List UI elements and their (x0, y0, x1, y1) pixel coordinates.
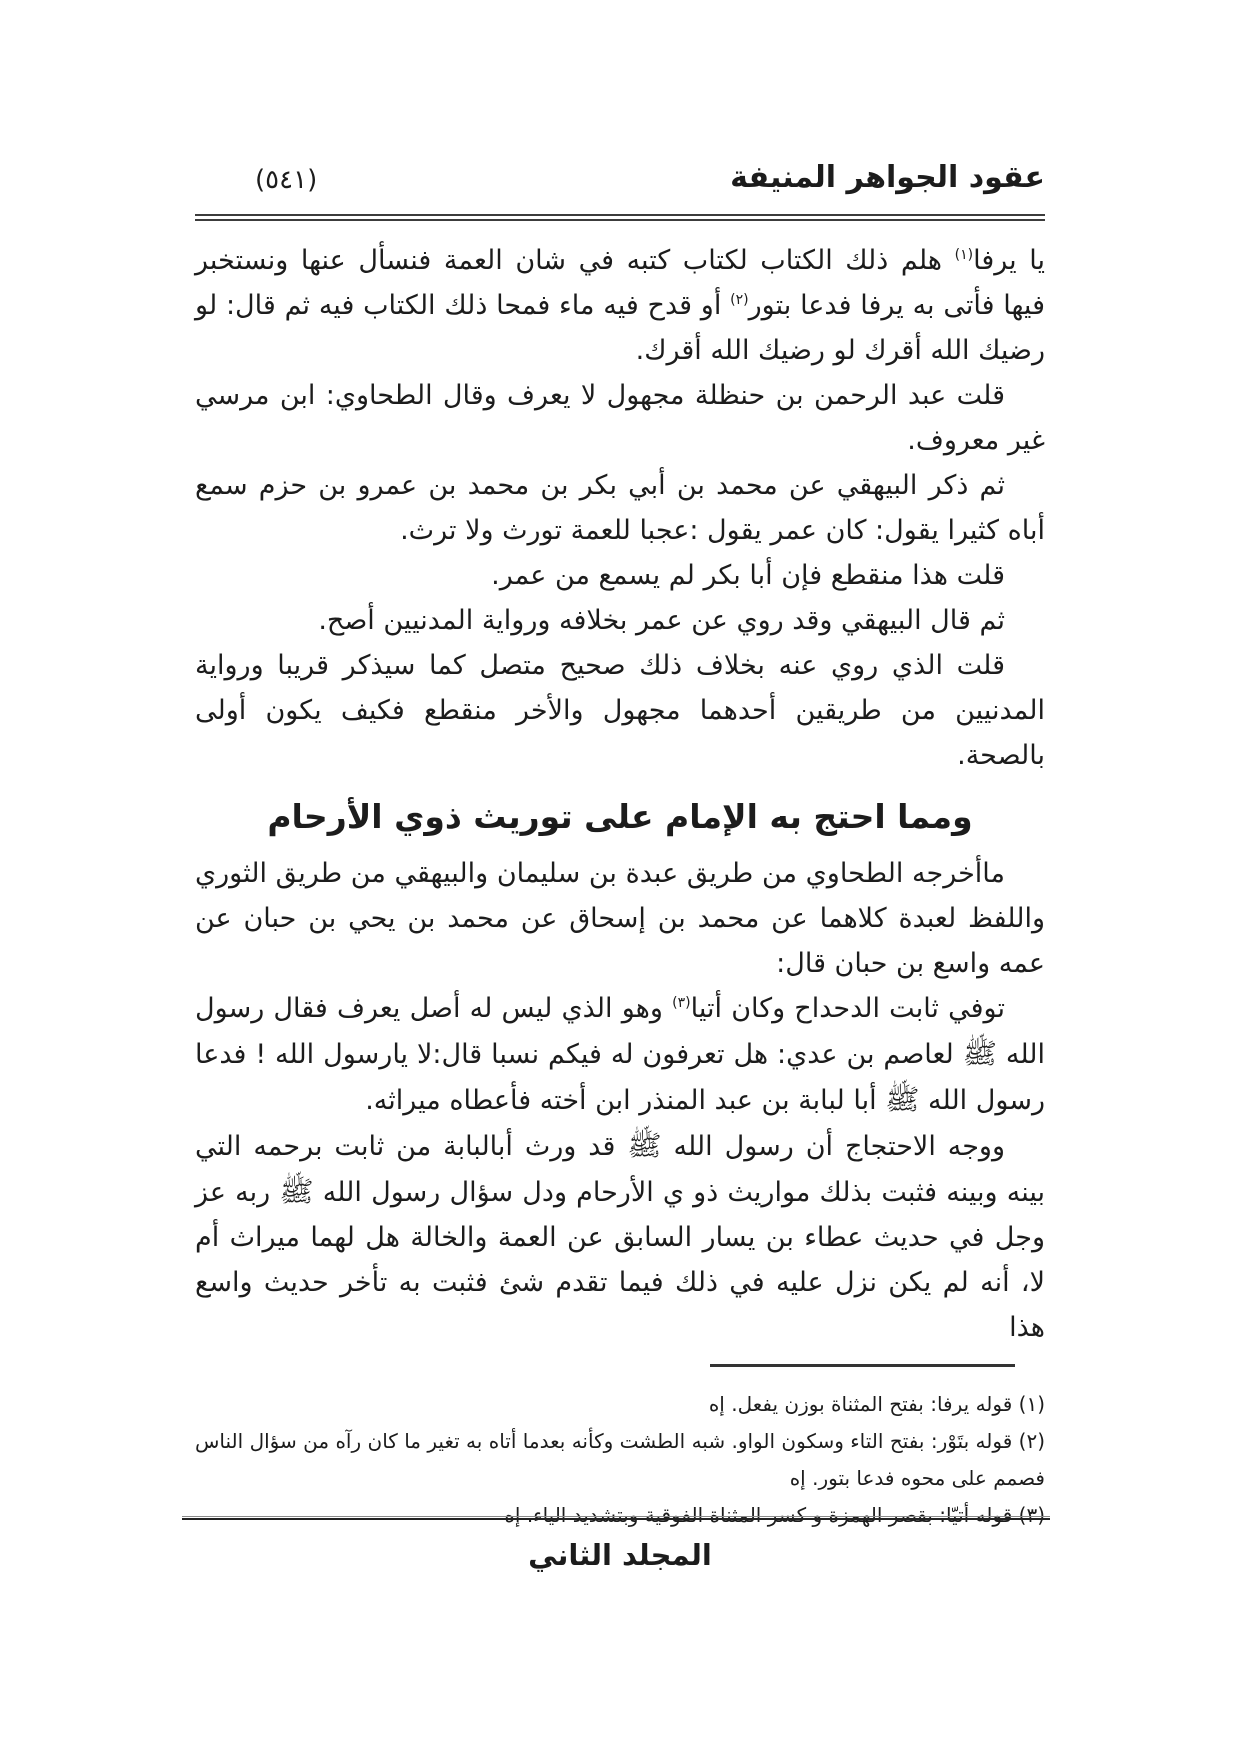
sallallahu-alayhi-wasallam-symbol: ﷺ (885, 1083, 920, 1116)
paragraph (195, 986, 1045, 1123)
paragraph (195, 643, 1045, 778)
paragraph (195, 851, 1045, 986)
footnote-marker: (٣) (672, 995, 691, 1011)
footnote-separator (710, 1364, 1015, 1367)
text-run: وهو الذي ليس له أصل يعرف فقال رسول الله (195, 993, 1045, 1070)
text-run: قلت هذا منقطع فإن أبا بكر لم يسمع من عمر. (491, 560, 1005, 591)
paragraph (195, 463, 1045, 553)
text-run: توفي ثابت الدحداح وكان أتيا (690, 993, 1005, 1024)
book-title: عقود الجواهر المنيفة (730, 160, 1045, 195)
text-run: قلت عبد الرحمن بن حنظلة مجهول لا يعرف وقال الطحاوي: ابن مرسي غير معروف. (195, 380, 1045, 456)
section-heading: ومما احتج به الإمام على توريث ذوي الأرحام (267, 797, 973, 836)
text-run: قلت الذي روي عنه بخلاف ذلك صحيح متصل كما سيذكر قريبا ورواية المدنيين من طريقين أحدهما مجهول والأخر منقطع فكيف يكون أولى بالصحة. (195, 650, 1045, 771)
paragraph (195, 373, 1045, 463)
paragraph (195, 238, 1045, 373)
text-run: ثم قال البيهقي وقد روي عن عمر بخلافه ورواية المدنيين أصح. (318, 605, 1005, 636)
body-text (195, 238, 1045, 1350)
text-run: ربه عز وجل في حديث عطاء بن يسار السابق عن العمة والخالة هل لهما ميراث أم لا، أنه لم يكن نزل عليه في ذلك فيما تقدم شئ فثبت به تأخر حديث واسع هذا (195, 1177, 1045, 1343)
text-run: لعاصم بن عدي: هل تعرفون له فيكم نسبا قال:لا يارسول الله ! فدعا رسول الله (195, 1039, 1045, 1116)
text-run: هلم ذلك الكتاب لكتاب كتبه في شان العمة فنسأل عنها ونستخبر فيها فأتى به يرفا فدعا بتور (195, 245, 1045, 321)
text-run: أبا لبابة بن عبد المنذر ابن أخته فأعطاه ميراثه. (365, 1085, 886, 1116)
header-rule (195, 214, 1045, 221)
text-run: ووجه الاحتجاج أن رسول الله (661, 1131, 1005, 1162)
sallallahu-alayhi-wasallam-symbol: ﷺ (627, 1129, 662, 1162)
footnote: (٣) قوله أتيّا: بقصر الهمزة و كسر المثناة الفوقية وبتشديد الياء. إه (504, 1503, 1045, 1527)
footnote: (١) قوله يرفا: بفتح المثناة بوزن يفعل. إه (708, 1392, 1045, 1416)
page-number: (٥٤١) (255, 165, 318, 195)
paragraph (195, 598, 1045, 643)
text-run: قد ورث أبالبابة من ثابت برحمه التي بينه وبينه فثبت بذلك مواريث ذو ي الأرحام ودل سؤال رسول الله (195, 1131, 1045, 1208)
footnotes (195, 1386, 1045, 1534)
text-run: يا يرفا (973, 245, 1045, 276)
text-run: ثم ذكر البيهقي عن محمد بن أبي بكر بن محمد بن عمرو بن حزم سمع أباه كثيرا يقول: كان عمر يقول :عجبا للعمة تورث ولا ترث. (195, 470, 1045, 546)
footnote-marker: (٢) (730, 292, 749, 308)
footnote-marker: (١) (954, 247, 974, 263)
sallallahu-alayhi-wasallam-symbol: ﷺ (279, 1175, 314, 1208)
footer-rule (182, 1516, 1050, 1520)
paragraph (195, 553, 1045, 598)
paragraph (195, 1123, 1045, 1350)
page-header (195, 160, 1045, 195)
text-run: ماأخرجه الطحاوي من طريق عبدة بن سليمان والبيهقي من طريق الثوري واللفظ لعبدة كلاهما عن محمد بن إسحاق عن محمد بن يحي بن حبان عن عمه واسع بن حبان قال: (195, 858, 1045, 979)
footnote: (٢) قوله بتَوْر: بفتح التاء وسكون الواو. شبه الطشت وكأنه بعدما أتاه به تغير ما كان رآه من سؤال الناس فصمم على محوه فدعا بتور. إه (195, 1429, 1045, 1490)
sallallahu-alayhi-wasallam-symbol: ﷺ (962, 1037, 997, 1070)
text-run: أو قدح فيه ماء فمحا ذلك الكتاب فيه ثم قال: لو رضيك الله أقرك لو رضيك الله أقرك. (195, 290, 1045, 366)
volume-footer: المجلد الثاني (528, 1538, 712, 1572)
